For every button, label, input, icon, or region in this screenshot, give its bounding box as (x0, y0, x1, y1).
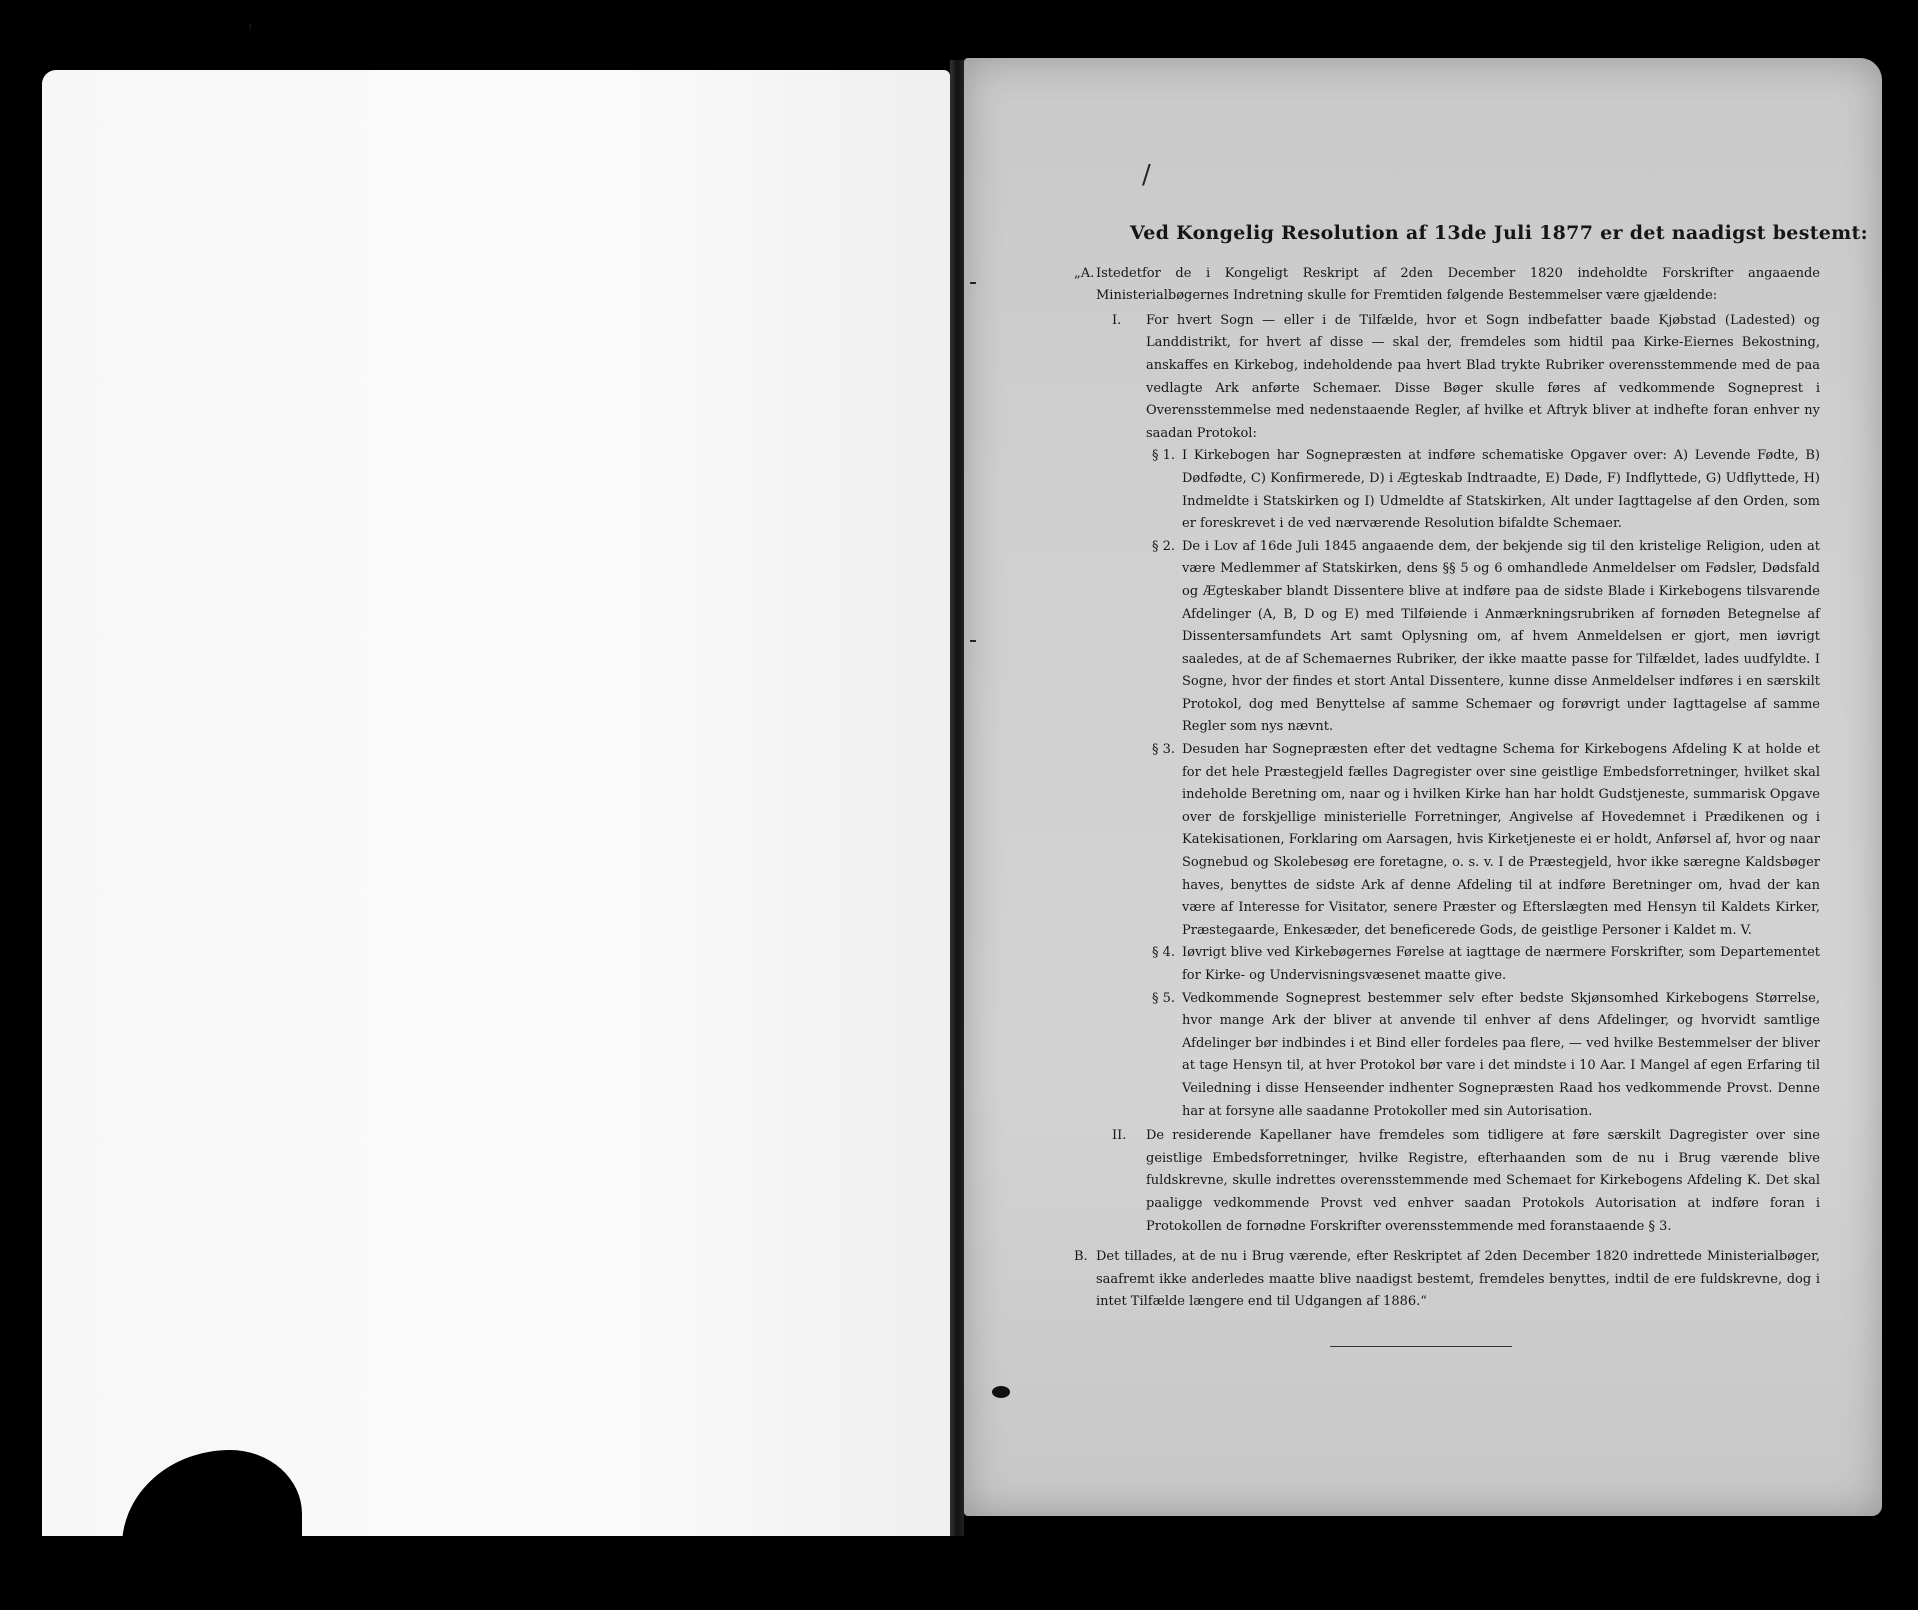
paragraph-text: De i Lov af 16de Juli 1845 angaaende dem, der bekjende sig til den kristelige Religion, uden at være Medlemmer af Statskirken, dens §§ 5 og 6 omhandlede Anmeldelser om Fødsler, Dødsfald og Ægteskaber blandt Dissentere blive at indføre paa de sidste Blade i Kirkebogens tilsvarende Afdelinger (A, B, D og E) med Tilføiende i Anmærkningsrubriken af fornøden Betegnelse af Dissentersamfundets Art samt Oplysning om, af hvem Anmeldelsen er gjort, men iøvrigt saaledes, at de af Schemaernes Rubriker, der ikke maatte passe for Tilfældet, lades uudfyldte. I Sogne, hvor der findes et stort Antal Dissentere, kunne disse Anmeldelser indføres i en særskilt Protokol, dog med Benyttelse af samme Schemaer og forøvrigt under Iagttagelse af samme Regler som nys nævnt. (1182, 538, 1820, 735)
section-a-i-label: I. (1112, 312, 1122, 328)
paragraph-5 (1080, 988, 1820, 1124)
paragraph-number: § 1. (1152, 448, 1176, 464)
margin-tick (970, 640, 976, 642)
section-a-ii (1080, 1125, 1820, 1238)
section-a-label: „A. (1074, 265, 1095, 281)
resolution-text (1074, 222, 1868, 1314)
page-title: Ved Kongelig Resolution af 13de Juli 1877 er det naadigst bestemt: (1130, 222, 1868, 244)
section-b-text: Det tillades, at de nu i Brug værende, efter Reskriptet af 2den December 1820 indrettede Ministerialbøger, saafremt ikke anderledes maatte blive naadigst bestemt, fremdeles benyttes, indtil de ere fuldskrevne, dog i intet Tilfælde længere end til Udgangen af 1886.“ (1096, 1249, 1820, 1310)
section-b (1074, 1246, 1820, 1314)
corner-mark: ʼ (243, 19, 262, 51)
section-a-intro: Istedetfor de i Kongeligt Reskript af 2den December 1820 indeholdte Forskrifter angaaende Ministerialbøgernes Indretning skulle for Fremtiden følgende Bestemmelser være gjældende: (1096, 265, 1820, 304)
left-page-blank (42, 70, 950, 1536)
paragraph-4 (1080, 942, 1820, 987)
section-a-ii-text: De residerende Kapellaner have fremdeles som tidligere at føre særskilt Dagregister over sine geistlige Embedsforretninger, hvilke Registre, efterhaanden som de nu i Brug værende blive fuldskrevne, skulle indrettes overensstemmende med Schemaet for Kirkebogens Afdeling K. Det skal paaligge vedkommende Provst ved enhver saadan Protokols Autorisation at indføre foran i Protokollen de fornødne Forskrifter overensstemmende med foranstaaende § 3. (1146, 1128, 1820, 1234)
section-a-i-text: For hvert Sogn — eller i de Tilfælde, hvor et Sogn indbefatter baade Kjøbstad (Ladested) og Landdistrikt, for hvert af disse — skal der, fremdeles som hidtil paa Kirke-Eiernes Bekostning, anskaffes en Kirkebog, indeholdende paa hvert Blad trykte Rubriker overensstemmende med de paa vedlagte Ark anførte Schemaer. Disse Bøger skulle føres af vedkommende Sogneprest i Overensstemmelse med nedenstaaende Regler, af hvilke et Aftryk bliver at indhefte foran enhver ny saadan Protokol: (1146, 312, 1820, 441)
closing-rule (1330, 1346, 1512, 1347)
margin-tick (970, 282, 976, 284)
paragraph-text: I Kirkebogen har Sognepræsten at indføre schematiske Opgaver over: A) Levende Fødte, B) Dødfødte, C) Konfirmerede, D) i Ægteskab Indtraadte, E) Døde, F) Indflyttede, G) Udflyttede, H) Indmeldte i Statskirken og I) Udmeldte af Statskirken, Alt under Iagttagelse af den Orden, som er foreskrevet i de ved nærværende Resolution bifaldte Schemaer. (1182, 448, 1820, 532)
paragraph-number: § 5. (1152, 990, 1176, 1006)
paragraph-3 (1080, 739, 1820, 942)
paragraph-number: § 3. (1152, 742, 1176, 758)
page-mark: / (1142, 160, 1151, 190)
section-a (1074, 263, 1820, 308)
ink-blot (992, 1386, 1010, 1398)
paragraph-text: Desuden har Sognepræsten efter det vedtagne Schema for Kirkebogens Afdeling K at holde et for det hele Præstegjeld fælles Dagregister over sine geistlige Embedsforretninger, hvilket skal indeholde Beretning om, naar og i hvilken Kirke han har holdt Gudstjeneste, summarisk Opgave over de forskjellige ministerielle Forretninger, Angivelse af Hovedemnet i Prædikenen og i Katekisationen, Forklaring om Aarsagen, hvis Kirketjeneste ei er holdt, Anførsel af, hvor og naar Sognebud og Skolebesøg ere foretagne, o. s. v. I de Præstegjeld, hvor ikke særegne Kaldsbøger haves, benyttes de sidste Ark af denne Afdeling til at indføre Beretninger om, hvad der kan være af Interesse for Visitator, senere Præster og Efterslægten med Hensyn til Kaldets Kirker, Præstegaarde, Enkesæder, det beneficerede Gods, de geistlige Personer i Kaldet m. V. (1182, 742, 1820, 938)
paragraph-number: § 4. (1152, 945, 1176, 961)
section-a-ii-label: II. (1112, 1128, 1127, 1144)
paragraph-number: § 2. (1152, 538, 1176, 554)
section-a-i (1080, 310, 1820, 446)
book-gutter (950, 60, 964, 1536)
paragraph-text: Vedkommende Sogneprest bestemmer selv efter bedste Skjønsomhed Kirkebogens Størrelse, hvor mange Ark der bliver at anvende til enhver af dens Afdelinger, og hvorvidt samtlige Afdelinger bør indbindes i et Bind eller fordeles paa flere, — ved hvilke Bestemmelser der bliver at tage Hensyn til, at hver Protokol bør vare i det mindste i 10 Aar. I Mangel af egen Erfaring til Veiledning i disse Henseender indhenter Sognepræsten Raad hos vedkommende Provst. Denne har at forsyne alle saadanne Protokoller med sin Autorisation. (1182, 990, 1820, 1119)
paragraph-text: Iøvrigt blive ved Kirkebøgernes Førelse at iagttage de nærmere Forskrifter, som Departementet for Kirke- og Undervisningsvæsenet maatte give. (1182, 945, 1820, 983)
section-b-label: B. (1074, 1249, 1088, 1265)
paragraph-2 (1080, 536, 1820, 739)
thumb-shadow (122, 1450, 302, 1610)
paragraph-1 (1080, 445, 1820, 535)
